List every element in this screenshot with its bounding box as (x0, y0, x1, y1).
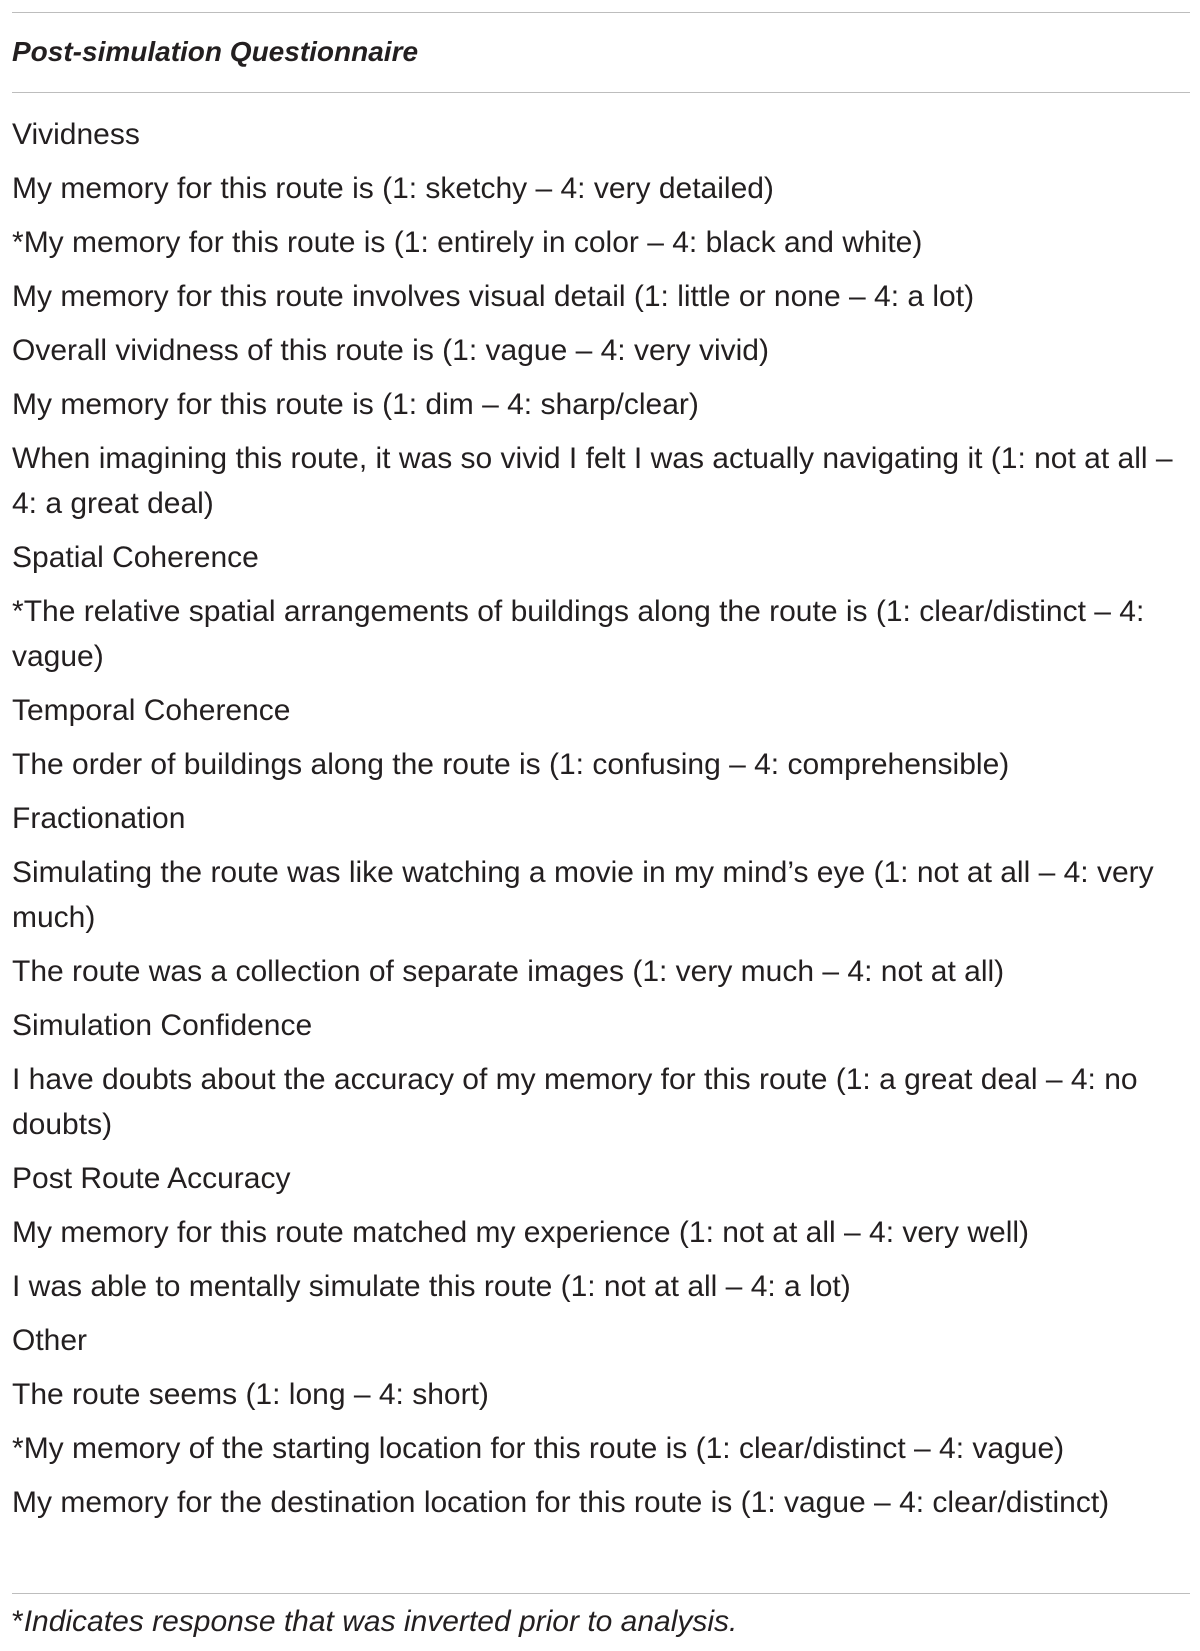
inverted-marker: * (12, 226, 24, 259)
item-text: I was able to mentally simulate this route (1: not at all – 4: a lot) (12, 1270, 851, 1303)
questionnaire-item (12, 274, 1182, 319)
inverted-marker: * (12, 1432, 24, 1465)
section-heading: Fractionation (12, 802, 186, 835)
questionnaire-item (12, 742, 1182, 787)
questionnaire-item (12, 328, 1182, 373)
item-text: My memory for this route matched my experience (1: not at all – 4: very well) (12, 1216, 1030, 1249)
section-heading: Vividness (12, 118, 140, 151)
footnote (12, 1602, 737, 1642)
table-header: Post-simulation Questionnaire (12, 36, 419, 67)
section-heading: Temporal Coherence (12, 694, 291, 727)
questionnaire-item (12, 382, 1182, 427)
questionnaire-item (12, 1372, 1182, 1417)
questionnaire-item (12, 589, 1182, 679)
item-text: My memory for this route is (1: entirely in color – 4: black and white) (23, 226, 923, 259)
questionnaire-item (12, 949, 1182, 994)
item-text: I have doubts about the accuracy of my memory for this route (1: a great deal – 4: no doubts) (12, 1063, 1138, 1141)
section-heading: Other (12, 1324, 88, 1357)
item-text: My memory of the starting location for this route is (1: clear/distinct – 4: vague) (23, 1432, 1065, 1465)
questionnaire-item (12, 1426, 1182, 1471)
item-text: When imagining this route, it was so vivid I felt I was actually navigating it (1: not at all – 4: a great deal) (12, 442, 1173, 520)
footnote-text: Indicates response that was inverted prior to analysis. (23, 1605, 738, 1638)
questionnaire-body (12, 112, 1182, 1534)
item-text: The route seems (1: long – 4: short) (12, 1378, 489, 1411)
section-heading: Post Route Accuracy (12, 1162, 291, 1195)
questionnaire-item (12, 1480, 1182, 1525)
top-rule (12, 12, 1190, 13)
questionnaire-item (12, 1210, 1182, 1255)
section-heading: Simulation Confidence (12, 1009, 313, 1042)
questionnaire-item (12, 1264, 1182, 1309)
item-text: Overall vividness of this route is (1: vague – 4: very vivid) (12, 334, 769, 367)
questionnaire-item (12, 436, 1182, 526)
questionnaire-item (12, 220, 1182, 265)
item-text: My memory for this route involves visual detail (1: little or none – 4: a lot) (12, 280, 975, 313)
item-text: Simulating the route was like watching a movie in my mind’s eye (1: not at all – 4: very much) (12, 856, 1154, 934)
item-text: The relative spatial arrangements of buildings along the route is (1: clear/distinct – 4: vague) (12, 595, 1145, 673)
section-heading: Spatial Coherence (12, 541, 259, 574)
header-rule (12, 92, 1190, 93)
footer-rule (12, 1593, 1190, 1594)
questionnaire-item (12, 166, 1182, 211)
item-text: The route was a collection of separate images (1: very much – 4: not at all) (12, 955, 1005, 988)
questionnaire-item (12, 850, 1182, 940)
inverted-marker: * (12, 595, 24, 628)
footnote-marker: * (12, 1605, 24, 1638)
item-text: My memory for the destination location for this route is (1: vague – 4: clear/distinct) (12, 1486, 1110, 1519)
item-text: My memory for this route is (1: dim – 4: sharp/clear) (12, 388, 699, 421)
questionnaire-item (12, 1057, 1182, 1147)
item-text: The order of buildings along the route is (1: confusing – 4: comprehensible) (12, 748, 1010, 781)
item-text: My memory for this route is (1: sketchy – 4: very detailed) (12, 172, 774, 205)
